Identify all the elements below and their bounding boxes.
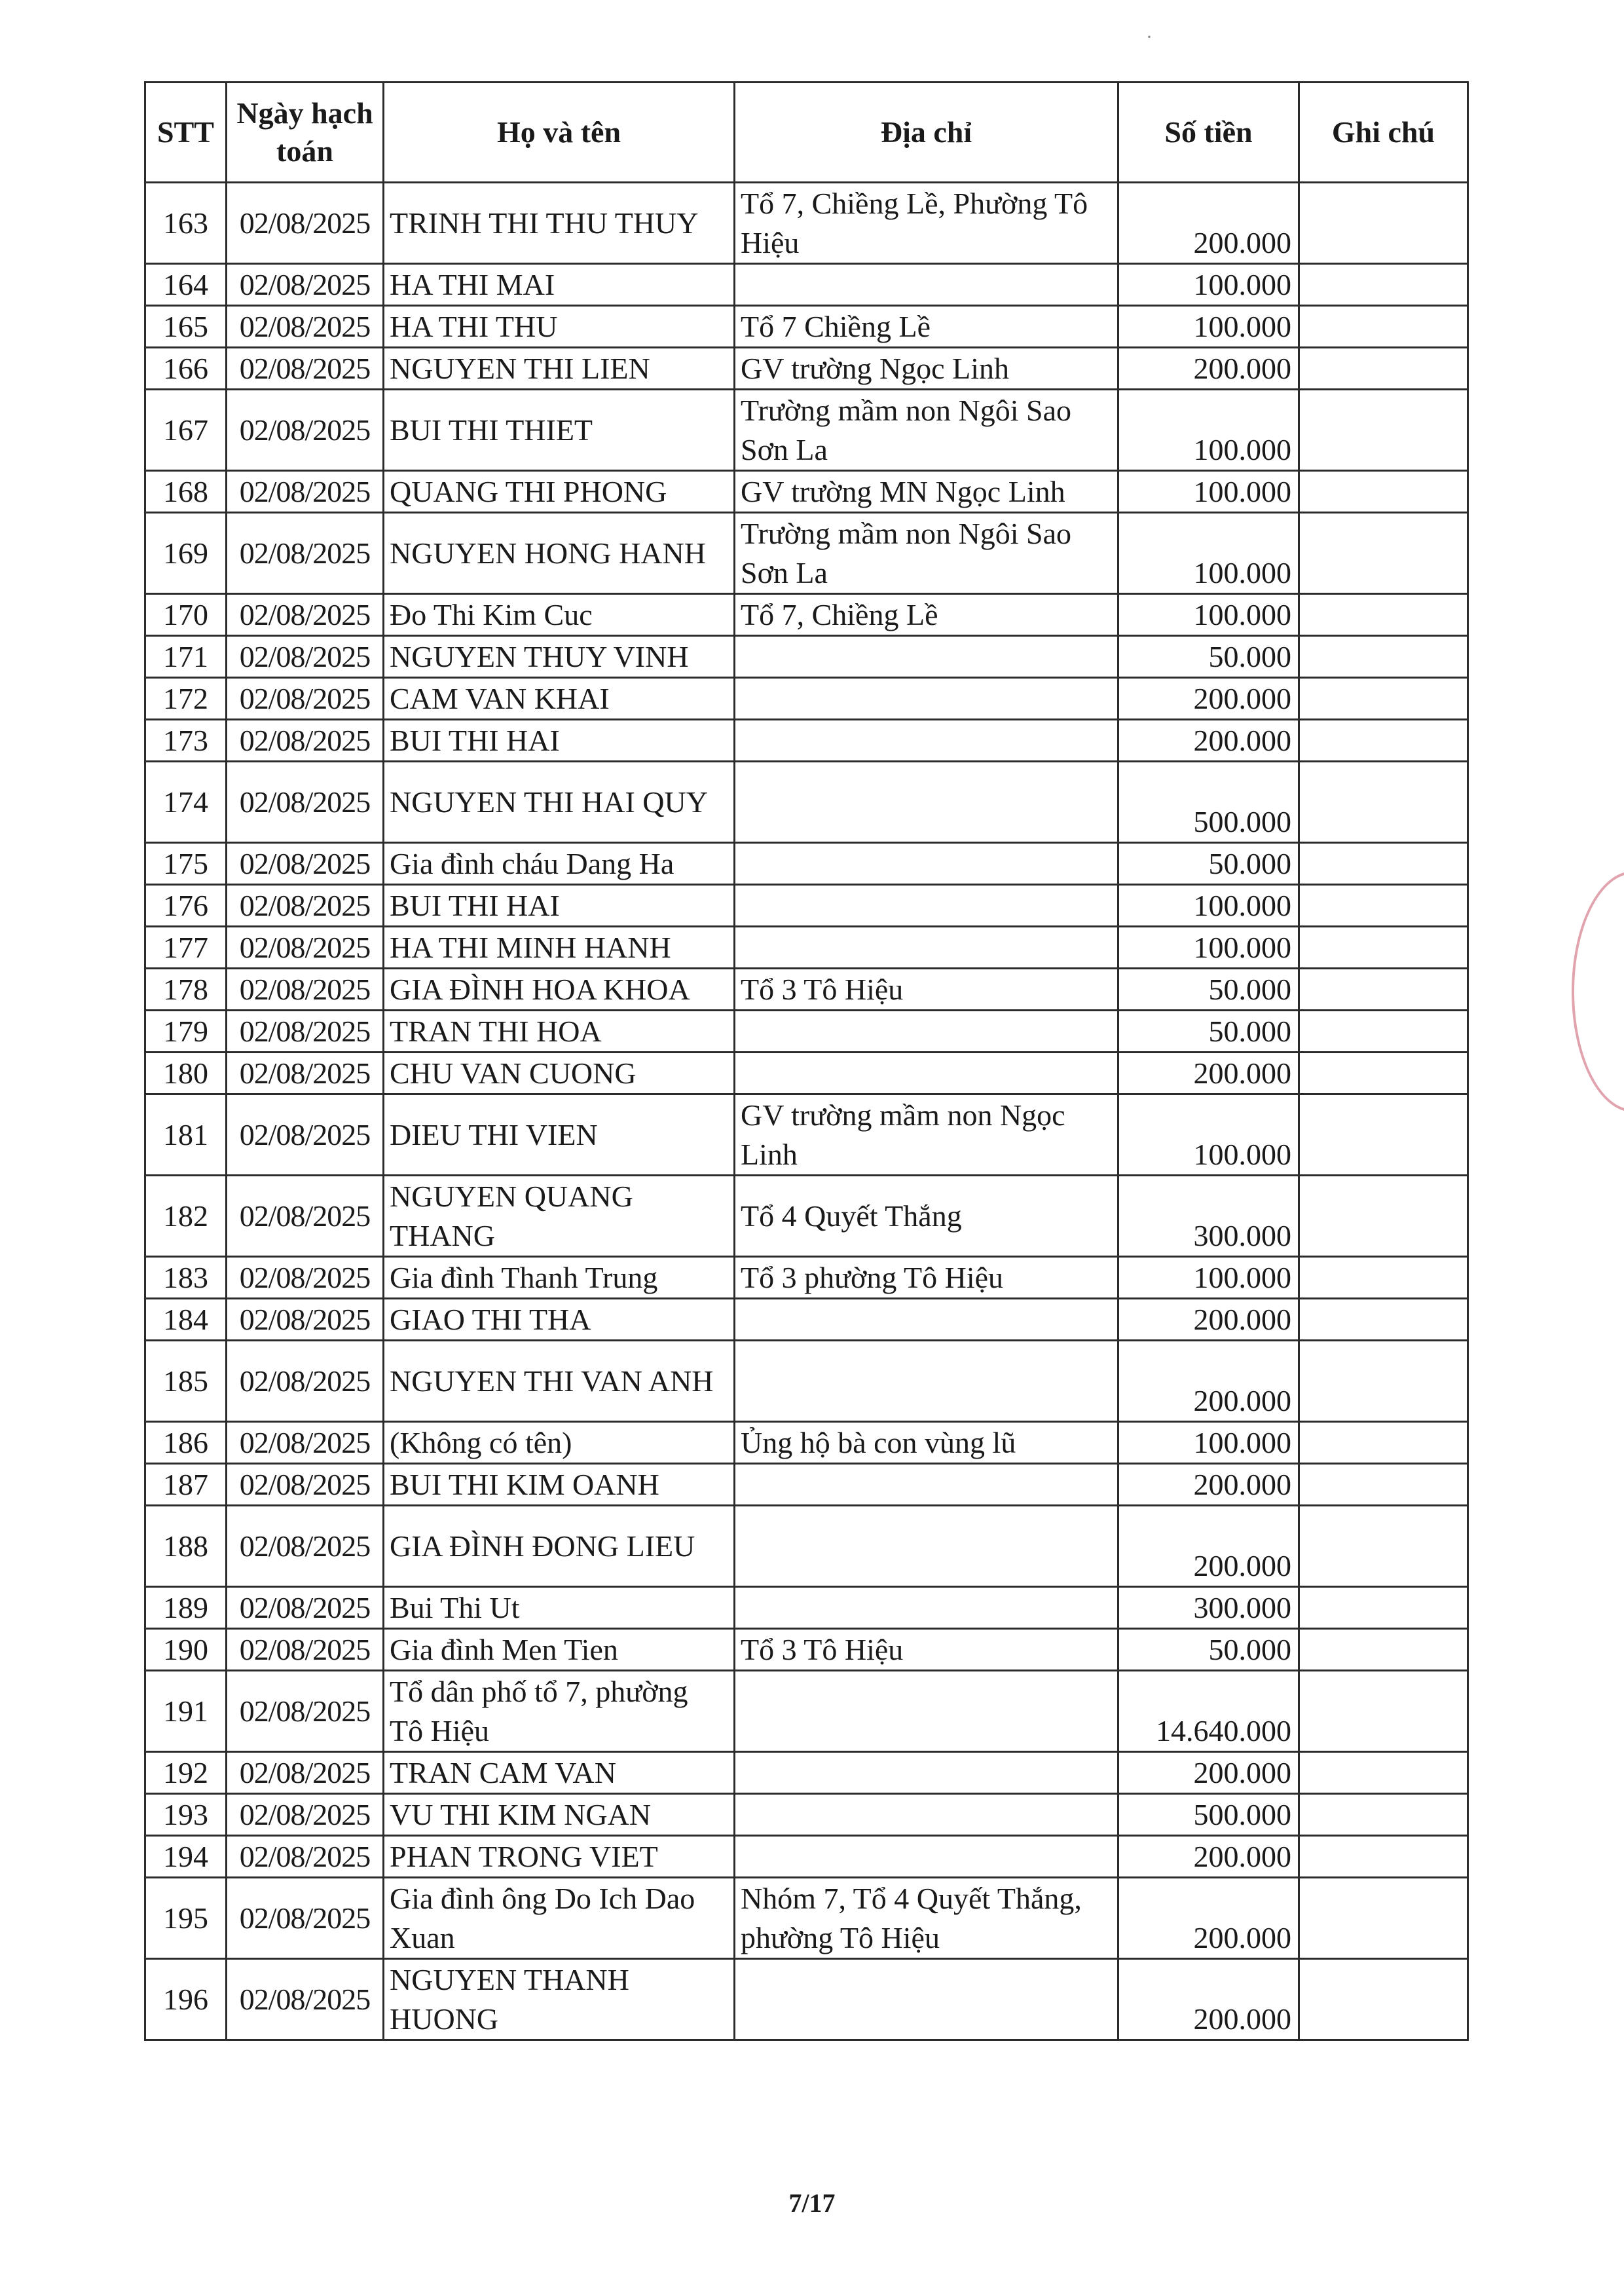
cell-date: 02/08/2025 bbox=[227, 678, 384, 720]
cell-amount: 100.000 bbox=[1118, 264, 1299, 306]
cell-amount: 200.000 bbox=[1118, 1752, 1299, 1794]
cell-stt: 170 bbox=[145, 594, 227, 636]
cell-stt: 184 bbox=[145, 1299, 227, 1341]
cell-note bbox=[1299, 1299, 1468, 1341]
cell-amount: 300.000 bbox=[1118, 1176, 1299, 1257]
cell-amount: 100.000 bbox=[1118, 594, 1299, 636]
table-row bbox=[145, 762, 1468, 843]
cell-address: Tổ 7, Chiềng Lề bbox=[735, 594, 1118, 636]
cell-amount: 100.000 bbox=[1118, 1422, 1299, 1464]
cell-address: GV trường Ngọc Linh bbox=[735, 348, 1118, 390]
table-row bbox=[145, 1011, 1468, 1053]
cell-amount: 200.000 bbox=[1118, 348, 1299, 390]
cell-stt: 180 bbox=[145, 1053, 227, 1094]
cell-address bbox=[735, 843, 1118, 885]
cell-note bbox=[1299, 720, 1468, 762]
cell-name: DIEU THI VIEN bbox=[384, 1094, 735, 1176]
cell-date: 02/08/2025 bbox=[227, 1299, 384, 1341]
cell-note bbox=[1299, 969, 1468, 1011]
cell-address bbox=[735, 927, 1118, 969]
cell-amount: 50.000 bbox=[1118, 1011, 1299, 1053]
table-row bbox=[145, 390, 1468, 471]
cell-note bbox=[1299, 1629, 1468, 1671]
cell-name: HA THI THU bbox=[384, 306, 735, 348]
cell-address bbox=[735, 885, 1118, 927]
cell-address: Tổ 3 phường Tô Hiệu bbox=[735, 1257, 1118, 1299]
cell-date: 02/08/2025 bbox=[227, 1629, 384, 1671]
cell-name: NGUYEN THI VAN ANH bbox=[384, 1341, 735, 1422]
cell-name: BUI THI HAI bbox=[384, 885, 735, 927]
cell-address bbox=[735, 678, 1118, 720]
table-row bbox=[145, 1422, 1468, 1464]
cell-name: Tổ dân phố tổ 7, phường Tô Hiệu bbox=[384, 1671, 735, 1752]
table-row bbox=[145, 183, 1468, 264]
cell-name: NGUYEN QUANG THANG bbox=[384, 1176, 735, 1257]
cell-date: 02/08/2025 bbox=[227, 1464, 384, 1506]
cell-date: 02/08/2025 bbox=[227, 594, 384, 636]
cell-name: TRINH THI THU THUY bbox=[384, 183, 735, 264]
cell-date: 02/08/2025 bbox=[227, 843, 384, 885]
cell-stt: 171 bbox=[145, 636, 227, 678]
cell-amount: 100.000 bbox=[1118, 513, 1299, 594]
cell-date: 02/08/2025 bbox=[227, 885, 384, 927]
cell-date: 02/08/2025 bbox=[227, 1878, 384, 1959]
cell-amount: 50.000 bbox=[1118, 969, 1299, 1011]
cell-address bbox=[735, 1341, 1118, 1422]
cell-amount: 100.000 bbox=[1118, 885, 1299, 927]
cell-date: 02/08/2025 bbox=[227, 720, 384, 762]
cell-name: NGUYEN THI HAI QUY bbox=[384, 762, 735, 843]
cell-amount: 50.000 bbox=[1118, 1629, 1299, 1671]
cell-note bbox=[1299, 1959, 1468, 2040]
cell-note bbox=[1299, 1836, 1468, 1878]
cell-address bbox=[735, 636, 1118, 678]
table-row bbox=[145, 969, 1468, 1011]
cell-date: 02/08/2025 bbox=[227, 1341, 384, 1422]
cell-note bbox=[1299, 843, 1468, 885]
cell-address: GV trường mầm non Ngọc Linh bbox=[735, 1094, 1118, 1176]
cell-stt: 164 bbox=[145, 264, 227, 306]
donation-ledger-table bbox=[144, 81, 1469, 2041]
cell-address bbox=[735, 1011, 1118, 1053]
table-row bbox=[145, 1794, 1468, 1836]
cell-name: Gia đình cháu Dang Ha bbox=[384, 843, 735, 885]
cell-date: 02/08/2025 bbox=[227, 1422, 384, 1464]
cell-stt: 166 bbox=[145, 348, 227, 390]
header-note: Ghi chú bbox=[1299, 83, 1468, 183]
cell-date: 02/08/2025 bbox=[227, 1094, 384, 1176]
cell-address bbox=[735, 1587, 1118, 1629]
cell-stt: 177 bbox=[145, 927, 227, 969]
cell-amount: 200.000 bbox=[1118, 1299, 1299, 1341]
cell-date: 02/08/2025 bbox=[227, 1671, 384, 1752]
cell-amount: 50.000 bbox=[1118, 636, 1299, 678]
cell-address bbox=[735, 762, 1118, 843]
table-row bbox=[145, 1341, 1468, 1422]
cell-name: Đo Thi Kim Cuc bbox=[384, 594, 735, 636]
cell-address: Tổ 3 Tô Hiệu bbox=[735, 969, 1118, 1011]
cell-date: 02/08/2025 bbox=[227, 1794, 384, 1836]
cell-date: 02/08/2025 bbox=[227, 264, 384, 306]
cell-amount: 200.000 bbox=[1118, 1506, 1299, 1587]
cell-name: CHU VAN CUONG bbox=[384, 1053, 735, 1094]
cell-note bbox=[1299, 471, 1468, 513]
red-seal-stamp bbox=[1572, 871, 1624, 1112]
cell-stt: 187 bbox=[145, 1464, 227, 1506]
table-row bbox=[145, 636, 1468, 678]
table-row bbox=[145, 1299, 1468, 1341]
cell-note bbox=[1299, 306, 1468, 348]
table-row bbox=[145, 1257, 1468, 1299]
cell-name: NGUYEN HONG HANH bbox=[384, 513, 735, 594]
header-date: Ngày hạch toán bbox=[227, 83, 384, 183]
cell-address: Tổ 4 Quyết Thắng bbox=[735, 1176, 1118, 1257]
header-address: Địa chỉ bbox=[735, 83, 1118, 183]
cell-stt: 168 bbox=[145, 471, 227, 513]
cell-date: 02/08/2025 bbox=[227, 1959, 384, 2040]
cell-note bbox=[1299, 1794, 1468, 1836]
cell-date: 02/08/2025 bbox=[227, 1176, 384, 1257]
cell-address bbox=[735, 1959, 1118, 2040]
cell-address: Nhóm 7, Tổ 4 Quyết Thắng, phường Tô Hiệu bbox=[735, 1878, 1118, 1959]
table-row bbox=[145, 1464, 1468, 1506]
page-number: 7/17 bbox=[788, 2188, 836, 2218]
cell-name: NGUYEN THI LIEN bbox=[384, 348, 735, 390]
cell-note bbox=[1299, 594, 1468, 636]
cell-stt: 172 bbox=[145, 678, 227, 720]
cell-stt: 181 bbox=[145, 1094, 227, 1176]
cell-name: GIAO THI THA bbox=[384, 1299, 735, 1341]
cell-address bbox=[735, 1752, 1118, 1794]
cell-address bbox=[735, 720, 1118, 762]
table-row bbox=[145, 927, 1468, 969]
cell-date: 02/08/2025 bbox=[227, 306, 384, 348]
cell-name: QUANG THI PHONG bbox=[384, 471, 735, 513]
table-row bbox=[145, 1878, 1468, 1959]
table-row bbox=[145, 1959, 1468, 2040]
cell-note bbox=[1299, 1464, 1468, 1506]
cell-address bbox=[735, 1671, 1118, 1752]
cell-address bbox=[735, 1299, 1118, 1341]
cell-note bbox=[1299, 1257, 1468, 1299]
cell-address: GV trường MN Ngọc Linh bbox=[735, 471, 1118, 513]
cell-name: HA THI MAI bbox=[384, 264, 735, 306]
cell-date: 02/08/2025 bbox=[227, 969, 384, 1011]
cell-amount: 50.000 bbox=[1118, 843, 1299, 885]
cell-stt: 190 bbox=[145, 1629, 227, 1671]
cell-date: 02/08/2025 bbox=[227, 636, 384, 678]
cell-amount: 200.000 bbox=[1118, 183, 1299, 264]
cell-name: NGUYEN THANH HUONG bbox=[384, 1959, 735, 2040]
header-row bbox=[145, 83, 1468, 183]
cell-name: Bui Thi Ut bbox=[384, 1587, 735, 1629]
cell-stt: 192 bbox=[145, 1752, 227, 1794]
cell-stt: 194 bbox=[145, 1836, 227, 1878]
table-row bbox=[145, 1176, 1468, 1257]
cell-date: 02/08/2025 bbox=[227, 183, 384, 264]
cell-amount: 200.000 bbox=[1118, 720, 1299, 762]
table-row bbox=[145, 678, 1468, 720]
cell-stt: 179 bbox=[145, 1011, 227, 1053]
cell-note bbox=[1299, 1752, 1468, 1794]
cell-amount: 200.000 bbox=[1118, 1464, 1299, 1506]
table-row bbox=[145, 1836, 1468, 1878]
table-row bbox=[145, 1752, 1468, 1794]
cell-name: TRAN THI HOA bbox=[384, 1011, 735, 1053]
cell-address: Tổ 7 Chiềng Lề bbox=[735, 306, 1118, 348]
cell-stt: 193 bbox=[145, 1794, 227, 1836]
table-row bbox=[145, 306, 1468, 348]
cell-address: Trường mầm non Ngôi Sao Sơn La bbox=[735, 390, 1118, 471]
cell-name: BUI THI KIM OANH bbox=[384, 1464, 735, 1506]
cell-amount: 200.000 bbox=[1118, 1341, 1299, 1422]
cell-address bbox=[735, 1464, 1118, 1506]
cell-amount: 500.000 bbox=[1118, 762, 1299, 843]
cell-note bbox=[1299, 1176, 1468, 1257]
cell-name: BUI THI THIET bbox=[384, 390, 735, 471]
cell-address bbox=[735, 1506, 1118, 1587]
cell-amount: 100.000 bbox=[1118, 1257, 1299, 1299]
table-row bbox=[145, 1671, 1468, 1752]
cell-date: 02/08/2025 bbox=[227, 1053, 384, 1094]
cell-address bbox=[735, 1794, 1118, 1836]
cell-note bbox=[1299, 1671, 1468, 1752]
cell-note bbox=[1299, 636, 1468, 678]
cell-note bbox=[1299, 183, 1468, 264]
cell-note bbox=[1299, 885, 1468, 927]
cell-note bbox=[1299, 762, 1468, 843]
cell-stt: 188 bbox=[145, 1506, 227, 1587]
cell-address: Ủng hộ bà con vùng lũ bbox=[735, 1422, 1118, 1464]
cell-stt: 178 bbox=[145, 969, 227, 1011]
header-amount: Số tiền bbox=[1118, 83, 1299, 183]
cell-note bbox=[1299, 1053, 1468, 1094]
table-row bbox=[145, 1587, 1468, 1629]
cell-amount: 200.000 bbox=[1118, 1053, 1299, 1094]
cell-stt: 167 bbox=[145, 390, 227, 471]
cell-note bbox=[1299, 1422, 1468, 1464]
cell-amount: 100.000 bbox=[1118, 1094, 1299, 1176]
cell-date: 02/08/2025 bbox=[227, 1257, 384, 1299]
cell-note bbox=[1299, 348, 1468, 390]
cell-note bbox=[1299, 1506, 1468, 1587]
cell-amount: 100.000 bbox=[1118, 927, 1299, 969]
cell-stt: 195 bbox=[145, 1878, 227, 1959]
cell-name: BUI THI HAI bbox=[384, 720, 735, 762]
header-name: Họ và tên bbox=[384, 83, 735, 183]
cell-name: GIA ĐÌNH HOA KHOA bbox=[384, 969, 735, 1011]
cell-address bbox=[735, 1836, 1118, 1878]
cell-name: PHAN TRONG VIET bbox=[384, 1836, 735, 1878]
ledger-header bbox=[145, 83, 1468, 183]
cell-stt: 165 bbox=[145, 306, 227, 348]
cell-note bbox=[1299, 264, 1468, 306]
table-row bbox=[145, 1506, 1468, 1587]
table-row bbox=[145, 843, 1468, 885]
table-row bbox=[145, 1629, 1468, 1671]
cell-amount: 200.000 bbox=[1118, 678, 1299, 720]
cell-note bbox=[1299, 1878, 1468, 1959]
cell-address bbox=[735, 1053, 1118, 1094]
table-row bbox=[145, 348, 1468, 390]
table-row bbox=[145, 1094, 1468, 1176]
cell-note bbox=[1299, 1011, 1468, 1053]
cell-date: 02/08/2025 bbox=[227, 348, 384, 390]
cell-stt: 176 bbox=[145, 885, 227, 927]
table-row bbox=[145, 720, 1468, 762]
cell-name: Gia đình Thanh Trung bbox=[384, 1257, 735, 1299]
cell-stt: 182 bbox=[145, 1176, 227, 1257]
cell-stt: 183 bbox=[145, 1257, 227, 1299]
cell-amount: 100.000 bbox=[1118, 390, 1299, 471]
cell-stt: 169 bbox=[145, 513, 227, 594]
cell-note bbox=[1299, 513, 1468, 594]
cell-date: 02/08/2025 bbox=[227, 1836, 384, 1878]
cell-name: NGUYEN THUY VINH bbox=[384, 636, 735, 678]
table-row bbox=[145, 885, 1468, 927]
cell-address: Trường mầm non Ngôi Sao Sơn La bbox=[735, 513, 1118, 594]
header-stt: STT bbox=[145, 83, 227, 183]
cell-stt: 191 bbox=[145, 1671, 227, 1752]
table-row bbox=[145, 264, 1468, 306]
cell-stt: 185 bbox=[145, 1341, 227, 1422]
table-row bbox=[145, 513, 1468, 594]
cell-amount: 14.640.000 bbox=[1118, 1671, 1299, 1752]
cell-amount: 100.000 bbox=[1118, 471, 1299, 513]
cell-amount: 200.000 bbox=[1118, 1959, 1299, 2040]
cell-amount: 200.000 bbox=[1118, 1836, 1299, 1878]
cell-address: Tổ 7, Chiềng Lề, Phường Tô Hiệu bbox=[735, 183, 1118, 264]
cell-stt: 186 bbox=[145, 1422, 227, 1464]
cell-name: (Không có tên) bbox=[384, 1422, 735, 1464]
cell-date: 02/08/2025 bbox=[227, 1011, 384, 1053]
cell-amount: 200.000 bbox=[1118, 1878, 1299, 1959]
cell-amount: 500.000 bbox=[1118, 1794, 1299, 1836]
cell-note bbox=[1299, 927, 1468, 969]
table-row bbox=[145, 594, 1468, 636]
table-row bbox=[145, 471, 1468, 513]
cell-stt: 196 bbox=[145, 1959, 227, 2040]
cell-address: Tổ 3 Tô Hiệu bbox=[735, 1629, 1118, 1671]
cell-note bbox=[1299, 1587, 1468, 1629]
cell-name: GIA ĐÌNH ĐONG LIEU bbox=[384, 1506, 735, 1587]
cell-stt: 175 bbox=[145, 843, 227, 885]
cell-stt: 173 bbox=[145, 720, 227, 762]
cell-name: HA THI MINH HANH bbox=[384, 927, 735, 969]
cell-date: 02/08/2025 bbox=[227, 1587, 384, 1629]
scan-artifact: · bbox=[1146, 26, 1153, 48]
cell-amount: 100.000 bbox=[1118, 306, 1299, 348]
cell-note bbox=[1299, 678, 1468, 720]
cell-name: Gia đình Men Tien bbox=[384, 1629, 735, 1671]
cell-name: CAM VAN KHAI bbox=[384, 678, 735, 720]
cell-address bbox=[735, 264, 1118, 306]
cell-stt: 189 bbox=[145, 1587, 227, 1629]
cell-stt: 163 bbox=[145, 183, 227, 264]
cell-date: 02/08/2025 bbox=[227, 1752, 384, 1794]
cell-note bbox=[1299, 1341, 1468, 1422]
cell-date: 02/08/2025 bbox=[227, 762, 384, 843]
cell-date: 02/08/2025 bbox=[227, 513, 384, 594]
cell-date: 02/08/2025 bbox=[227, 471, 384, 513]
cell-name: Gia đình ông Do Ich Dao Xuan bbox=[384, 1878, 735, 1959]
cell-date: 02/08/2025 bbox=[227, 927, 384, 969]
cell-name: VU THI KIM NGAN bbox=[384, 1794, 735, 1836]
cell-date: 02/08/2025 bbox=[227, 390, 384, 471]
cell-name: TRAN CAM VAN bbox=[384, 1752, 735, 1794]
cell-stt: 174 bbox=[145, 762, 227, 843]
cell-amount: 300.000 bbox=[1118, 1587, 1299, 1629]
ledger-body bbox=[145, 183, 1468, 2040]
table-row bbox=[145, 1053, 1468, 1094]
cell-date: 02/08/2025 bbox=[227, 1506, 384, 1587]
cell-note bbox=[1299, 390, 1468, 471]
cell-note bbox=[1299, 1094, 1468, 1176]
